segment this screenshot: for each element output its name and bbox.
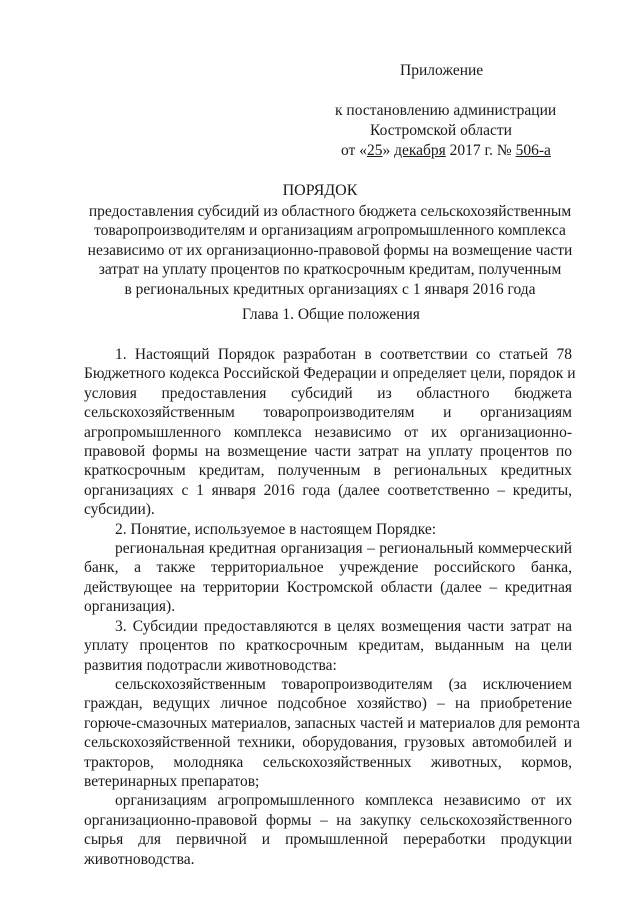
paragraph-3 — [84, 617, 572, 675]
text-line: организациях с 1 января 2016 года (далее соответственно – кредиты, — [84, 481, 572, 499]
text-line: организация). — [84, 598, 176, 616]
text-line: граждан, ведущих личное подсобное хозяйство) – на приобретение — [84, 695, 572, 713]
text-line: уплату процентов по краткосрочным кредитам, выданным на цели — [84, 637, 572, 655]
text-line: сельскохозяйственным товаропроизводителям (за исключением — [115, 675, 572, 693]
text-line: 3. Субсидии предоставляются в целях возмещения части затрат на — [115, 617, 572, 635]
paragraph-2-definition — [84, 539, 572, 617]
subtitle-line: в региональных кредитных организациях с 1 января 2016 года — [124, 280, 536, 298]
appendix-line-resolution: к постановлению администрации — [335, 102, 557, 119]
text-line: банк, а также территориальное учреждение российского банка, — [84, 559, 572, 577]
subtitle-line: товаропроизводителям и организациям агропромышленного комплекса — [94, 222, 566, 240]
text-line: субсидии). — [84, 501, 155, 519]
document-subtitle — [80, 202, 580, 299]
document-title: ПОРЯДОК — [282, 182, 358, 199]
text-line: правовой формы на возмещение части затрат на уплату процентов по — [84, 443, 572, 461]
text-line: животноводства. — [84, 850, 195, 868]
paragraph-1 — [84, 345, 576, 520]
text-line: организационно-правовой формы – на закупку сельскохозяйственного — [84, 811, 572, 829]
text-line: агропромышленного комплекса независимо от их организационно- — [84, 423, 572, 441]
text-line: тракторов, молодняка сельскохозяйственных животных, кормов, — [84, 753, 572, 771]
text-line: краткосрочным кредитам, полученным в региональных кредитных — [84, 462, 572, 480]
text-line: Бюджетного кодекса Российской Федерации и определяет цели, порядок и — [84, 365, 576, 383]
paragraph-3-organizations — [84, 791, 572, 869]
text-line: сырья для первичной и промышленной переработки продукции — [84, 831, 572, 849]
text-line: 2. Понятие, используемое в настоящем Порядке: — [115, 520, 437, 538]
text-line: действующее на территории Костромской области (далее – кредитная — [84, 578, 572, 596]
text-line: организациям агропромышленного комплекса независимо от их — [115, 792, 572, 810]
chapter-heading: Глава 1. Общие положения — [242, 306, 420, 323]
paragraph-3-producers — [84, 675, 580, 791]
text-line: условия предоставления субсидий из областного бюджета — [84, 384, 572, 402]
appendix-title: Приложение — [400, 62, 484, 79]
date-prefix: от « — [341, 142, 367, 159]
date-year-number-label: 2017 г. № — [445, 142, 516, 159]
date-sep: » — [382, 142, 395, 159]
appendix-line-region: Костромской области — [370, 122, 512, 139]
text-line: 1. Настоящий Порядок разработан в соответствии со статьей 78 — [115, 346, 572, 363]
subtitle-line: независимо от их организационно-правовой формы на возмещение части — [87, 241, 573, 259]
appendix-line-date — [341, 140, 551, 161]
text-line: региональная кредитная организация – региональный коммерческий — [115, 540, 572, 558]
text-line: горюче-смазочных материалов, запасных частей и материалов для ремонта — [84, 714, 580, 732]
subtitle-line: предоставления субсидий из областного бюджета сельскохозяйственным — [88, 203, 572, 220]
resolution-number: 506-а — [515, 142, 551, 159]
date-day: 25 — [366, 142, 383, 159]
paragraph-2 — [84, 520, 572, 539]
document-body — [84, 345, 580, 869]
text-line: ветеринарных препаратов; — [84, 772, 260, 790]
date-month: декабря — [394, 142, 446, 159]
text-line: развития подотрасли животноводства: — [84, 656, 337, 674]
subtitle-line: затрат на уплату процентов по краткосрочным кредитам, полученным — [98, 261, 562, 279]
text-line: сельскохозяйственной техники, оборудования, грузовых автомобилей и — [84, 734, 572, 752]
text-line: сельскохозяйственным товаропроизводителям и организациям — [84, 404, 572, 422]
